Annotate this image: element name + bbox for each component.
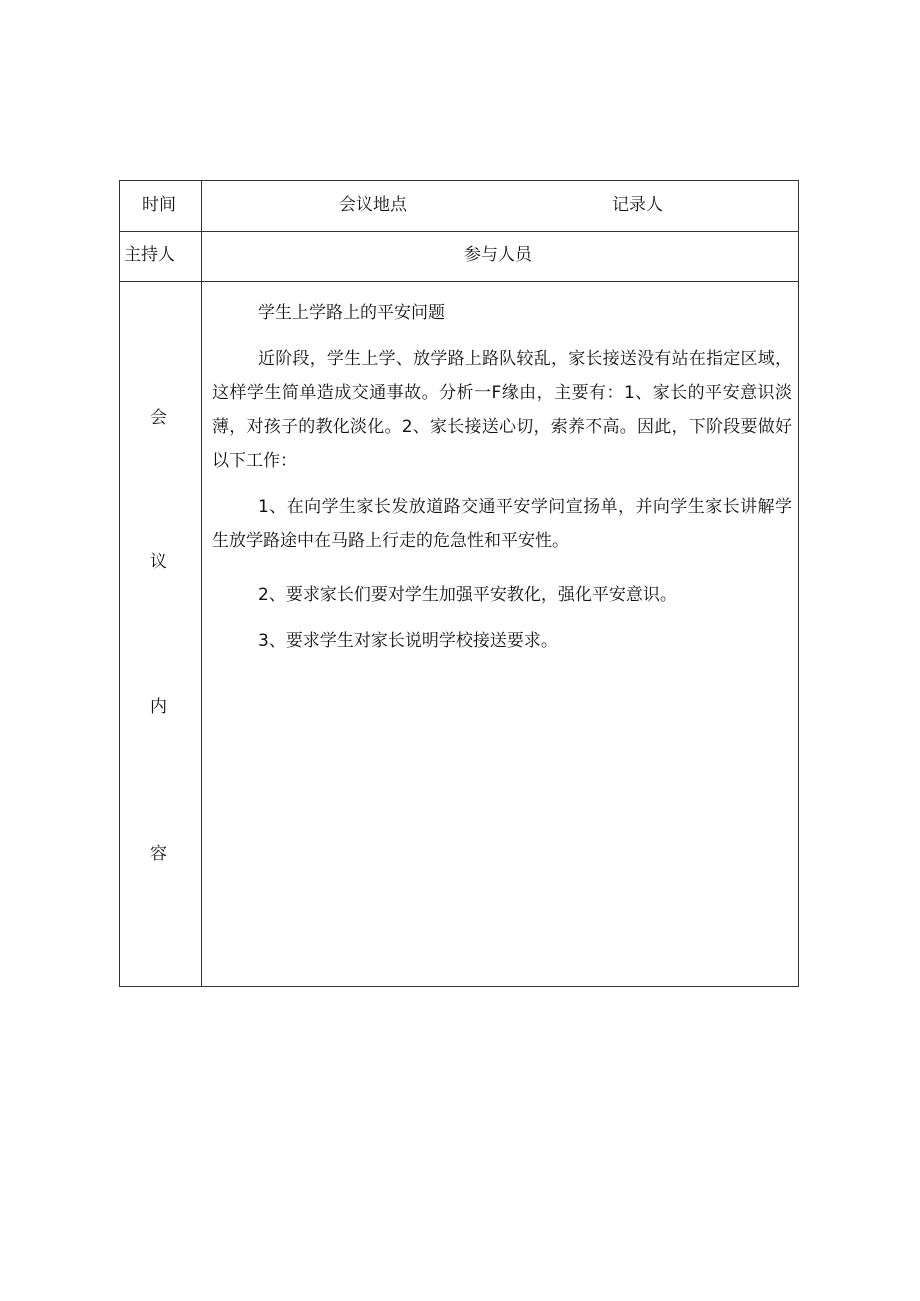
meeting-record-table (119, 180, 799, 987)
meeting-content (212, 296, 792, 658)
column-divider (201, 181, 202, 986)
time-label: 时间 (142, 195, 176, 215)
host-label: 主持人 (124, 245, 175, 265)
side-label-char: 内 (150, 697, 167, 717)
recorder-label: 记录人 (612, 195, 663, 215)
side-label-char: 会 (150, 408, 167, 428)
row-divider-1 (120, 231, 798, 232)
participants-label: 参与人员 (464, 245, 532, 265)
side-label-char: 议 (150, 552, 167, 572)
location-label: 会议地点 (339, 195, 407, 215)
row-divider-2 (120, 281, 798, 282)
content-paragraph: 近阶段，学生上学、放学路上路队较乱，家长接送没有站在指定区域，这样学生简单造成交通事故。分析一F缘由，主要有：1、家长的平安意识淡薄，对孩子的教化淡化。2、家长接送心切，索养不高。因此，下阶段要做好以下工作： (212, 349, 792, 471)
content-paragraph: 1、在向学生家长发放道路交通平安学问宣扬单，并向学生家长讲解学生放学路途中在马路上行走的危急性和平安性。 (212, 497, 792, 551)
side-label-char: 容 (150, 844, 167, 864)
content-paragraph: 3、要求学生对家长说明学校接送要求。 (258, 631, 558, 651)
content-title: 学生上学路上的平安问题 (258, 303, 445, 323)
content-paragraph: 2、要求家长们要对学生加强平安教化，强化平安意识。 (258, 585, 677, 605)
